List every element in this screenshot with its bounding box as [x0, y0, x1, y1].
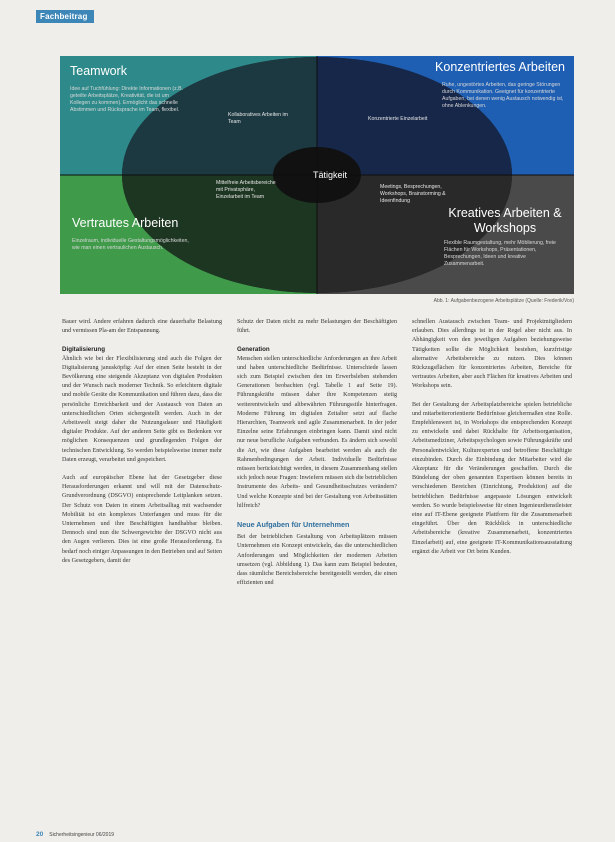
- section-tag: Fachbeitrag: [36, 10, 94, 23]
- quadrant-teamwork-title: Teamwork: [70, 64, 127, 78]
- journal-name: Sicherheitsingenieur 06/2019: [49, 832, 115, 838]
- label-top-right: Konzentrierte Einzelarbeit: [368, 116, 428, 122]
- col2-paragraph-1: Menschen stellen unterschiedliche Anforderungen an ihre Arbeit und haben unterschiedliche Bedürfnisse. Unterschiede lassen sich zum Beispiel zwischen den im Erwerbsleben stehenden Generationen beobachten (vgl. Tabelle 1 auf Seite 19). Führungskräfte müssen daher ihre Kompetenzen stetig weiterentwickeln und altbewährten Führungsstile hinterfragen. Moderne Führung im digitalen Zeitalter setzt auf flache Hierarchien, Teamwork und agile Zusammenarbeit. In der jeder Einzelne seine Erfahrungen einbringen kann. Damit sind nicht nur neue berufliche Aufgaben verbunden. Es ändern sich sowohl die Art, wie diese Aufgaben bearbeitet werden als auch die Rahmenbedingungen der Arbeit. Individuelle Bedürfnisse müssen berücksichtigt werden, in diesem Zusammenhang stellen sich jedoch neue Fragen: Inwiefern müssen sich die betrieblichen Instrumente des Arbeits- und Gesundheitsschutzes verändern? Und welche Konzepte sind bei der Gestaltung von Arbeitsstätten hilfreich?: [237, 355, 397, 509]
- center-label: Tätigkeit: [313, 170, 348, 180]
- col2-paragraph-2: Bei der betrieblichen Gestaltung von Arbeitsplätzen müssen Unternehmen ein Konzept entwickeln, das die unterschiedlichen Anforderungen und Möglichkeiten der modernen Arbeiten umsetzen (vgl. Abbildung 1). Das kann zum Beispiel bedeuten, dass räumliche Bereichsbereiche bereitgestellt werden, die einen effizienten und: [237, 534, 397, 587]
- quadrant-kreativ-title: Kreatives Arbeiten & Workshops: [448, 206, 562, 235]
- quadrant-konzentriert-title: Konzentriertes Arbeiten: [435, 60, 565, 74]
- label-bottom-right: Meetings, Besprechungen, Workshops, Brainstorming & Ideenfindung: [380, 184, 446, 204]
- col3-paragraph-2: Bei der Gestaltung der Arbeitsplatzbereiche spielen betriebliche und mitarbeiterorientierte Bedürfnisse gleichermaßen eine Rolle. Empfehlenswert ist, in Workshops die entsprechenden Konzept zu entwickeln und dabei Rückhalte für Arbeitsorganisation, Arbeitsmediziner, Arbeitspsychologen sowie Führungskräfte und Personalentwickler, Kulturexperten und betroffene Beschäftigte einzubinden. Durch die Einbindung der Mitarbeiter wird die Akzeptanz für die Veränderungen geschaffen. Durch die Bündelung der oben genannten Expertisen können bereits in verschiedenen Bereichen (Einrichtung, Produktion) auf die betrieblichen Bedürfnisse angepasste Lösungen entwickelt werden. So wurde beispielsweise für einen Ingenieurdienstleister eine auf IT-Ebene geeignete Plattform für die Zusammenarbeit eingeführt. Über den Rückblick in unterschiedliche Arbeitsbereiche (kreative Zusammenarbeit, konzentriertes Einzelarbeit) auf, eine geeignete IT-Kommunikationsausstattung ergänzt die Arbeit vor Ort beim Kunden.: [412, 401, 572, 555]
- col1-intro: Bauer wird. Andere erfahren dadurch eine dauerhafte Belastung und vermissen Pla-am der Entspannung.: [62, 319, 222, 335]
- col1-paragraph-2: Auch auf europäischer Ebene hat der Gesetzgeber diese Herausforderungen erkannt und will mit der Datenschutz-Grundverordnung (DSGVO) entsprechende Leitplanken setzen. Der Schutz von Daten in einem Arbeitsalltag mit wachsender Mobilität ist ein komplexes Unterfangen und muss für die Unternehmen und ihre Beschäftigten handhabbar bleiben. Dennoch sind nun die Schwergewichte der DSGVO nicht aus den Augen verlieren. Dies ist eine große Herausforderung. Es bedarf noch einiger Anpassungen in den Betrieben und auf Seiten des Gesetzgebers, damit der: [62, 475, 222, 564]
- col2-heading-neue-aufgaben: Neue Aufgaben für Unternehmen: [237, 520, 350, 530]
- quadrant-vertraut-title: Vertrautes Arbeiten: [72, 216, 179, 230]
- col2-heading-generation: Generation: [237, 346, 270, 354]
- column-1: [62, 318, 222, 575]
- quadrant-kreativ-text: Flexible Raumgestaltung, mehr Möblierung, freie Flächen für Workshops, Präsentationen, Besprechungen, Ideen und kreative Zusammenarbeit.: [444, 240, 556, 267]
- col1-heading-digitalisierung: Digitalisierung: [62, 346, 105, 354]
- page-footer: [36, 831, 114, 838]
- quadrant-teamwork-text: Idee auf Tuchfühlung: Direkte Informationen (z.B. geteilte Arbeitsplätze, Kreativität, die ist um Kollegen zu kommen). Ermöglicht das schnelle Abstimmen und Rücksprache im Team, flexibel.: [70, 86, 184, 113]
- quadrant-vertraut-text: Einzelraum, individuelle Gestaltungsmöglichkeiten, wie man einen vertraulichen Austausch.: [72, 238, 189, 251]
- col1-paragraph-1: Ähnlich wie bei der Flexibilisierung sind auch die Folgen der Digitalisierung janusköpfig: Auf der einen Seite besteht in der Bevölkerung eine steigende Akzeptanz von digitalen Produkten und der Wunsch nach moderner Technik. So erleichtern digitale und mobile Geräte die Kommunikation und führen dazu, dass die persönliche Erreichbarkeit und der Austausch von Daten an unterschiedlichen Orten sichergestellt werden. Auch in der Arbeitswelt steigt daher die Nutzungsdauer und Häufigkeit digitaler Produkte. Auf der anderen Seite gibt es Bedenken vor möglichen Konsequenzen und grundlegenden Folgen der technischen Entwicklung. So werden beispielsweise immer mehr Daten erzeugt, verarbeitet und gespeichert.: [62, 355, 222, 463]
- page-number: 20: [36, 831, 44, 838]
- col2-intro: Schutz der Daten nicht zu mehr Belastungen der Beschäftigten führt.: [237, 319, 397, 335]
- figure-caption: Abb. 1: Aufgabenbezogene Arbeitsplätze (Quelle: Frederik/Vox): [433, 298, 574, 304]
- figure-workspace-quadrants: [60, 56, 574, 294]
- quadrant-konzentriert-text: Ruhe, ungestörtes Arbeiten, das geringe Störungen durch Kommunikation. Geeignet für konzentrierte Aufgaben, bei denen wenig Austausch notwendig ist, ohne Ablenkungen.: [442, 82, 564, 109]
- column-2: [237, 318, 397, 597]
- label-top-left: Kollaboratives Arbeiten im Team: [228, 112, 288, 125]
- column-3: [412, 318, 572, 566]
- label-bottom-left: Mittelfreie Arbeitsbereiche mit Privatsphäre, Einzelarbeit im Team: [216, 180, 276, 200]
- col3-paragraph-1: schnellen Austausch zwischen Team- und Projektmitgliedern erlauben. Dies allerdings ist in der Regel aber nicht aus. In Abhängigkeit von den jeweiligen Aufgaben beziehungsweise Tätigkeiten sollte die Möglichkeit bestehen, kurzfristige alternative Arbeitsbereiche zu nutzen. Dies können Rückzugsflächen für konzentriertes Arbeiten, Bereiche für vertrautes Arbeiten, aber auch Flächen für kreatives Arbeiten und Workshops sein.: [412, 319, 572, 390]
